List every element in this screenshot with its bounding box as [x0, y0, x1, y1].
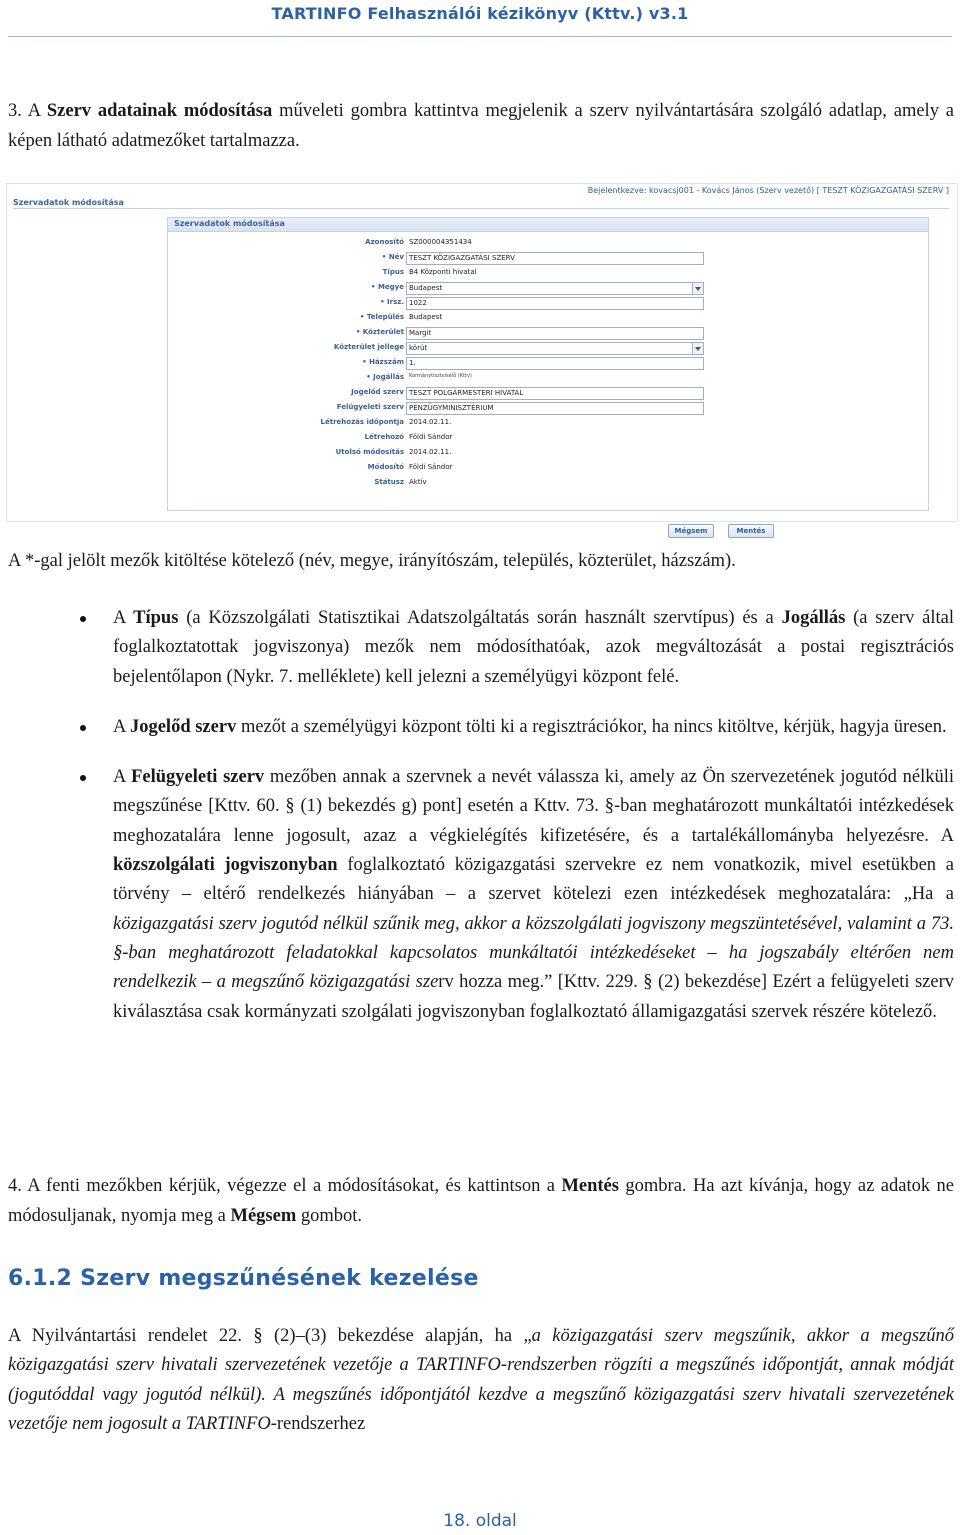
chevron-down-icon[interactable] — [692, 343, 703, 354]
step-4-paragraph: 4. A fenti mezőkben kérjük, végezze el a módosításokat, és kattintson a Mentés gombra. Ha azt kívánja, hogy az adatok ne módosuljanak, nyomja meg a Mégsem gombot. — [8, 1176, 954, 1226]
bullet-icon — [80, 725, 86, 731]
header-divider — [8, 36, 952, 37]
field-label: • Irsz. — [380, 298, 404, 306]
field-label: • Közterület — [355, 328, 404, 336]
form-row — [168, 477, 928, 491]
panel-header: Szervadatok módosítása — [168, 218, 928, 232]
field-value: Budapest — [409, 313, 443, 321]
form-row — [168, 252, 928, 266]
field-value: PÉNZÜGYMINISZTÉRIUM — [409, 404, 494, 412]
bullet-supervisor: A Felügyeleti szerv mezőben annak a szervnek a nevét válassza ki, amely az Ön szervezetének jogutód nélküli megszűnése [Kttv. 60. § (1) bekezdés g) pont] esetén a Kttv. 73. §-ban meghatározott munkáltatói intézkedések meghozatalára lenne jogosult, azaz a végkielégítés kifizetésére, és a tartalékállományba helyezésre. A közszolgálati jogviszonyban foglalkoztató közigazgatási szervekre ez nem vonatkozik, mivel esetükben a törvény – eltérő rendelkezés hiányában – a szervet kötelezi ezen intézkedések meghozatalára: „Ha a közigazgatási szerv jogutód nélkül szűnik meg, akkor a közszolgálati jogviszony megszüntetésével, valamint a 73. §-ban meghatározott feladatokkal kapcsolatos munkáltatói intézkedéseket – ha jogszabály eltérően nem rendelkezik – a megszűnő közigazgatási szerv hozza meg.” [Kttv. 229. § (2) bekezdése] Ezért a felügyeleti szerv kiválasztása csak kormányzati szolgálati jogviszonyban foglalkoztató államigazgatási szervek részére kötelező. — [0, 763, 954, 1027]
field-value: Aktív — [409, 478, 427, 486]
regulation-paragraph: A Nyilvántartási rendelet 22. § (2)–(3) bekezdése alapján, ha „a közigazgatási szerv megszűnik, akkor a megszűnő közigazgatási szerv hivatali szervezetének vezetője a TARTINFO-rendszerben rögzíti a megszűnés időpontját, annak módját (jogutóddal vagy jogutód nélkül). A megszűnés időpontjától kezdve a megszűnő közigazgatási szerv hivatali szervezetének vezetője nem jogosult a TARTINFO-rendszerhez — [8, 1326, 954, 1434]
field-label: Létrehozó — [364, 433, 404, 441]
form-row — [168, 417, 928, 431]
save-button[interactable]: Mentés — [728, 524, 774, 538]
field-value: Földi Sándor — [409, 463, 453, 471]
bullet-icon — [80, 616, 86, 622]
bullet-icon — [80, 775, 86, 781]
field-value: Budapest — [409, 284, 443, 292]
field-label: • Település — [360, 313, 404, 321]
field-label: Létrehozás időpontja — [320, 418, 404, 426]
field-label: • Házszám — [362, 358, 404, 366]
form-row — [168, 297, 928, 311]
form-row — [168, 312, 928, 326]
form-row — [168, 267, 928, 281]
field-label: Utolsó módosítás — [335, 448, 404, 456]
form-row — [168, 432, 928, 446]
field-value: 1022 — [409, 299, 427, 307]
input-field[interactable] — [406, 402, 704, 415]
section-title: Szervadatok módosítása — [13, 198, 124, 207]
field-value: Földi Sándor — [409, 433, 453, 441]
form-panel — [167, 217, 929, 535]
section-divider — [13, 208, 949, 209]
cancel-button[interactable]: Mégsem — [668, 524, 714, 538]
form-row — [168, 282, 928, 296]
form-row — [168, 342, 928, 356]
field-value: SZ000004351434 — [409, 238, 472, 246]
form-row — [168, 447, 928, 461]
input-field[interactable] — [406, 327, 704, 340]
form-row — [168, 372, 928, 386]
field-value: 1. — [409, 359, 416, 367]
bullet-list — [0, 604, 960, 1027]
step-3-paragraph: 3. A Szerv adatainak módosítása műveleti gombra kattintva megjelenik a szerv nyilvántartására szolgáló adatlap, amely a képen látható adatmezőket tartalmazza. — [8, 101, 954, 151]
field-label: Státusz — [374, 478, 404, 486]
field-label: Felügyeleti szerv — [336, 403, 404, 411]
form-row — [168, 357, 928, 371]
section-heading: 6.1.2 Szerv megszűnésének kezelése — [8, 1266, 479, 1291]
field-value: B4 Központi hivatal — [409, 268, 477, 276]
field-label: • Név — [381, 253, 404, 261]
field-label: Közterület jellege — [333, 343, 404, 351]
field-label: Módosító — [367, 463, 404, 471]
step-3-bold: Szerv adatainak módosítása — [46, 101, 273, 121]
page-header — [0, 0, 960, 36]
field-value: TESZT POLGÁRMESTERI HIVATAL — [409, 389, 524, 397]
field-label: Jogelőd szerv — [351, 388, 404, 396]
page-number: 18. oldal — [443, 1511, 517, 1531]
field-label: Azonosító — [365, 238, 404, 246]
input-field[interactable] — [406, 357, 704, 370]
form-row — [168, 327, 928, 341]
login-info: Bejelentkezve: kovacsj001 - Kovács János (Szerv vezető) [ TESZT KÖZIGAZGATÁSI SZERV ] — [587, 186, 949, 195]
input-field[interactable] — [406, 297, 704, 310]
input-field[interactable] — [406, 252, 704, 265]
form-row — [168, 462, 928, 476]
form-screenshot — [6, 183, 958, 535]
document-title: TARTINFO Felhasználói kézikönyv (Kttv.) v3.1 — [271, 4, 689, 23]
form-row — [168, 237, 928, 251]
field-value: TESZT KÖZIGAZGATÁSI SZERV — [409, 254, 515, 262]
field-value: Margit — [409, 329, 432, 337]
field-label: • Megye — [371, 283, 404, 291]
form-row — [168, 387, 928, 401]
field-value: körút — [409, 344, 428, 352]
field-label: • Jogállás — [366, 373, 404, 381]
field-value: 2014.02.11. — [409, 418, 452, 426]
field-value: Kormánytisztviselő (Kttv) — [409, 373, 472, 379]
field-value: 2014.02.11. — [409, 448, 452, 456]
bullet-predecessor: A Jogelőd szerv mezőt a személyügyi központ tölti ki a regisztrációkor, ha nincs kitöltve, kérjük, hagyja üresen. — [0, 713, 954, 742]
select-field[interactable] — [406, 282, 704, 295]
required-fields-note: A *-gal jelölt mezők kitöltése kötelező (név, megye, irányítószám, település, közterület, házszám). — [8, 551, 736, 571]
bullet-type-legal-status: A Típus (a Közszolgálati Statisztikai Adatszolgáltatás során használt szervtípus) és a Jogállás (a szerv által foglalkoztatottak jogviszonya) mezők nem módosíthatóak, azok megváltozását a postai regisztrációs bejelentőlapon (Nykr. 7. melléklete) kell jelezni a személyügyi központ felé. — [0, 604, 954, 692]
input-field[interactable] — [406, 387, 704, 400]
form-row — [168, 402, 928, 416]
chevron-down-icon[interactable] — [692, 283, 703, 294]
select-field[interactable] — [406, 342, 704, 355]
field-label: Típus — [382, 268, 404, 276]
